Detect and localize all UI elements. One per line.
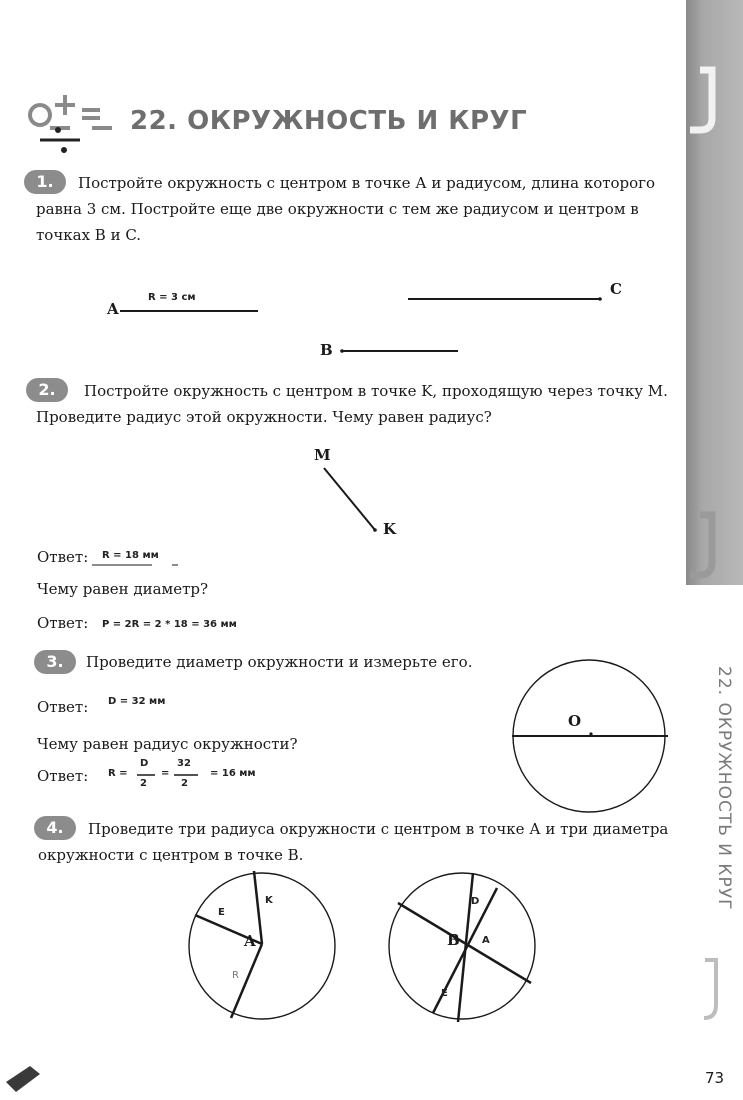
point-c-label: C xyxy=(610,280,622,298)
page-number: 73 xyxy=(705,1069,725,1087)
task-2-answer2-label: Ответ: xyxy=(37,614,89,632)
task-number-4: 4. xyxy=(34,816,76,840)
point-a-center-label: A xyxy=(244,932,256,950)
side-chapter-title: 22. ОКРУЖНОСТЬ И КРУГ xyxy=(714,666,734,911)
diameter-label-d: D xyxy=(471,896,480,907)
radius-label-e: E xyxy=(218,907,225,918)
task-2-text: Постройте окружность с центром в точке K, проходящую через точку M. Проведите радиус этой окружности. Чему равен радиус? xyxy=(36,382,668,426)
formula-num-32: 32 xyxy=(177,758,191,769)
task-1-text: Постройте окружность с центром в точке А и радиусом, длина которого равна 3 см. Постройте еще две окружности с тем же радиусом и центром в точках B и C. xyxy=(36,174,656,244)
point-m-label: M xyxy=(314,446,331,464)
formula-den-2b: 2 xyxy=(181,778,188,789)
task-2-answer-label: Ответ: xyxy=(37,548,89,566)
formula-num-d: D xyxy=(140,758,149,769)
formula-den-2a: 2 xyxy=(140,778,147,789)
tab-middle-icon xyxy=(690,515,712,575)
task-number-2: 2. xyxy=(26,378,68,402)
math-symbols-icon xyxy=(30,95,112,128)
task-3-question-radius: Чему равен радиус окружности? xyxy=(37,735,298,753)
radius-label-k: K xyxy=(265,895,273,906)
formula-result: = 16 мм xyxy=(210,768,256,779)
chapter-title: 22. ОКРУЖНОСТЬ И КРУГ xyxy=(130,106,528,136)
task-4-text: Проведите три радиуса окружности с центром в точке А и три диаметра окружности с центром в точке B. xyxy=(38,820,669,864)
task-3-answer2-label: Ответ: xyxy=(37,767,89,785)
task-3-text: Проведите диаметр окружности и измерьте его. xyxy=(86,653,473,671)
point-b-center-label: B xyxy=(447,931,460,949)
point-b-label: B xyxy=(320,341,333,359)
formula-equals: = xyxy=(161,768,170,779)
diameter-label-e: E xyxy=(441,988,448,999)
circle-b xyxy=(389,873,535,1019)
publisher-logo-icon xyxy=(6,1066,40,1092)
point-o-label: O xyxy=(568,712,582,730)
point-a-label: A xyxy=(107,300,119,318)
point-k-label: K xyxy=(383,520,397,538)
task-3-answer-label: Ответ: xyxy=(37,698,89,716)
formula-r: R = xyxy=(108,768,128,779)
segment-mk xyxy=(324,468,375,530)
task-2-answer2-value: Р = 2R = 2 * 18 = 36 мм xyxy=(102,619,237,630)
task-2-answer-value: R = 18 мм xyxy=(102,550,159,561)
task-1-note: R = 3 см xyxy=(148,292,196,303)
task-number-3: 3. xyxy=(34,650,76,674)
task-number-1: 1. xyxy=(24,170,66,194)
tab-top-icon xyxy=(690,70,712,130)
diameter-label-a: A xyxy=(482,935,490,946)
tab-bottom-icon xyxy=(704,960,716,1018)
task-3-answer-value: D = 32 мм xyxy=(108,696,166,707)
task-2-question-diameter: Чему равен диаметр? xyxy=(37,580,209,598)
radius-label-r: R xyxy=(232,970,239,981)
